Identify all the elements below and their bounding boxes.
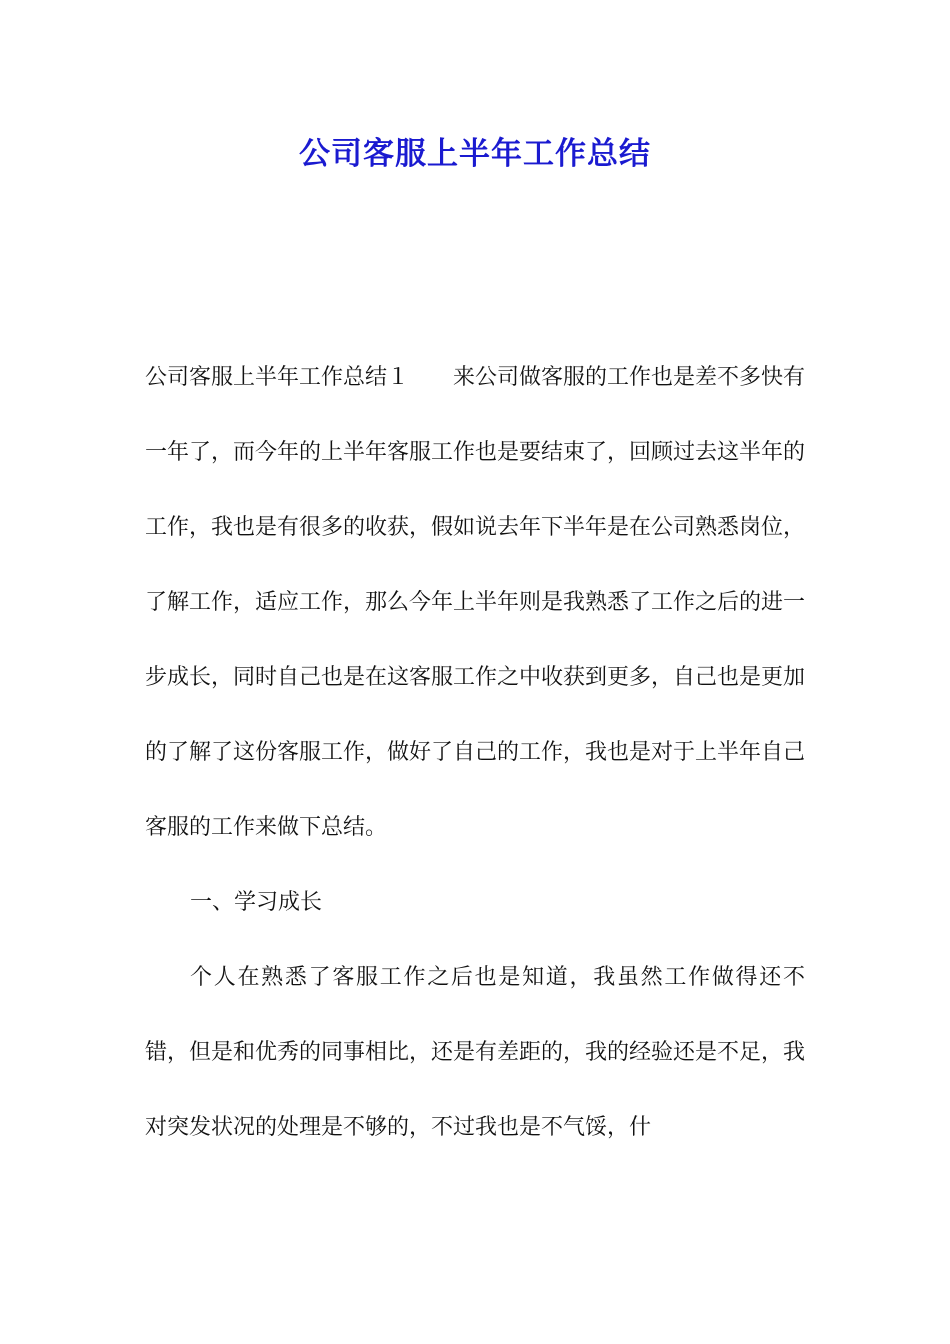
paragraph-intro: 公司客服上半年工作总结１ 来公司做客服的工作也是差不多快有一年了，而今年的上半年客服工作也是要结束了，回顾过去这半年的工作，我也是有很多的收获，假如说去年下半年是在公司熟悉岗位，了解工作，适应工作，那么今年上半年则是我熟悉了工作之后的进一步成长，同时自己也是在这客服工作之中收获到更多，自己也是更加的了解了这份客服工作，做好了自己的工作，我也是对于上半年自己客服的工作来做下总结。 xyxy=(145,365,806,840)
document-body xyxy=(145,340,805,1165)
paragraph-learning-growth: 个人在熟悉了客服工作之后也是知道，我虽然工作做得还不错，但是和优秀的同事相比，还是有差距的，我的经验还是不足，我对突发状况的处理是不够的，不过我也是不气馁，什 xyxy=(145,965,806,1140)
document-title: 公司客服上半年工作总结 xyxy=(299,136,651,172)
section-heading-learning-growth: 一、学习成长 xyxy=(190,890,323,915)
